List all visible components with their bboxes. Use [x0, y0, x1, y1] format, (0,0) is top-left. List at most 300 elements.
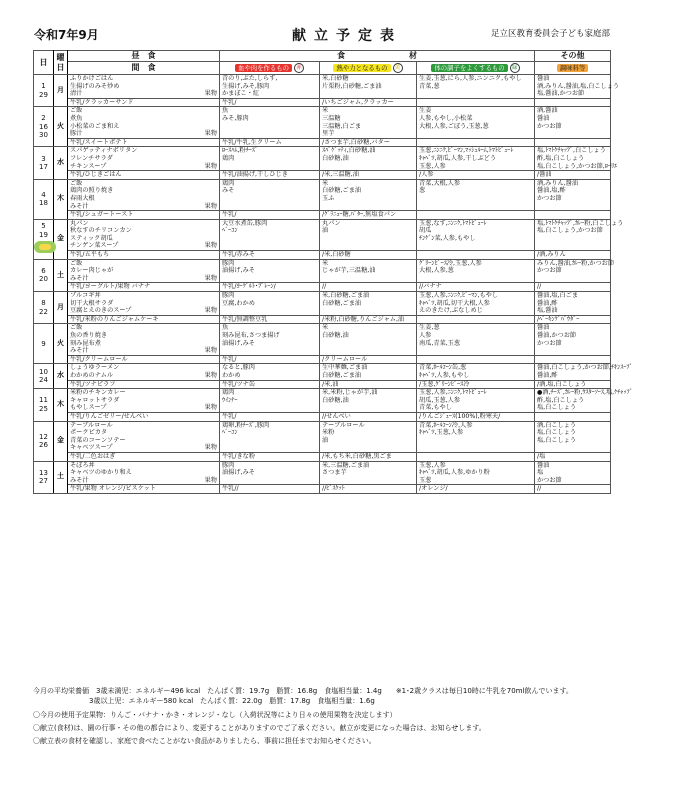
ingredient-line: 醤油,酢 [537, 299, 558, 307]
day-cell: 11 25 [34, 389, 54, 421]
day-cell: 12 26 [34, 421, 54, 461]
ingredient-line: 生姜,玉葱,にら,人参,ニンニク,もやし [419, 75, 522, 82]
lunch-cell [68, 292, 220, 316]
menu-row [34, 364, 611, 380]
nutrition-under3: 3歳未満児：エネルギー496 kcal たんぱく質：19.7g 脂質：16.8g 食塩相当量：1.4g [96, 687, 382, 695]
menu-row [34, 75, 611, 99]
lunch-cell [68, 364, 220, 380]
dish-name: スパゲッティナポリタン [70, 147, 138, 155]
dish [70, 469, 217, 477]
col-ingredients: 食 材 [220, 51, 535, 62]
red-ingredients [220, 179, 320, 210]
green-ingredients [417, 324, 535, 355]
day-cell: 8 22 [34, 292, 54, 324]
dish [70, 147, 217, 155]
cat-yellow [320, 62, 417, 75]
cat-seasoning [535, 62, 611, 75]
dish [70, 347, 217, 355]
ingredient-line: 酒,白こしょう [537, 421, 577, 429]
cat-yellow-badge: 黄 [393, 63, 403, 73]
weekday-cell: 土 [54, 259, 68, 291]
mascot-icon [34, 241, 56, 253]
dish-fruit: 果物 [204, 476, 217, 484]
yellow-ingredients [320, 364, 417, 380]
cat-green-label: 体の調子をよくするもの [431, 64, 507, 72]
ingredient-line: 青菜,もやし [419, 404, 452, 412]
red-ingredients [220, 147, 320, 171]
ingredient-line: 醤油,白こしょう,かつお節,ﾁｷﾝｽｰﾌﾟ [537, 364, 633, 372]
lunch-cell [68, 179, 220, 210]
seasoning-ingredients [535, 75, 620, 99]
snack-row [34, 98, 611, 107]
ingredient-line: 鶏肉 [222, 179, 235, 187]
ingredient-line: 醤油,かつお節 [537, 332, 577, 339]
subheader-row [34, 62, 611, 75]
ingredient-line: 玉葱,人参,ﾆﾝﾆｸ,ﾄﾏﾄﾋﾟｭｰﾚ [419, 389, 487, 397]
day-cell: 6 20 [34, 259, 54, 291]
menu-row [34, 324, 611, 355]
green-ingredients [417, 75, 535, 99]
dish-name: プルコギ丼 [70, 292, 101, 300]
ingredient-line: 塩 [537, 469, 544, 477]
dish-name: 米粉のチキンカレー [70, 389, 126, 397]
dish-name: ご飯 [70, 324, 83, 332]
dish [70, 155, 217, 163]
snack-cell: 牛乳/ツナピラフ [68, 380, 220, 389]
snack-row [34, 355, 611, 364]
green-ingredients [417, 421, 535, 452]
ingredient-line: なると,豚肉 [222, 364, 255, 372]
snack-row [34, 138, 611, 147]
dish-fruit: 果物 [204, 130, 217, 138]
seasoning-snack: /塩 [535, 452, 611, 461]
ingredient-line: 白砂糖,油 [322, 154, 349, 162]
weekday-cell: 月 [54, 75, 68, 107]
header-row [34, 51, 611, 62]
ingredient-line: えのきたけ,ぶなしめじ [419, 307, 483, 315]
ingredient-line: 玉葱 [419, 476, 432, 484]
ingredient-line: 塩,白こしょう,かつお節 [537, 227, 603, 235]
lunch-cell [68, 389, 220, 413]
snack-cell: 牛乳/二色おはぎ [68, 452, 220, 461]
ingredient-line: 大根,人参,葱 [419, 267, 454, 275]
day-cell: 13 27 [34, 461, 54, 493]
ingredient-line: 白砂糖,ごま油 [322, 299, 362, 307]
dish-name: ご飯 [70, 107, 83, 115]
lunch-cell [68, 147, 220, 171]
dish-name: ご飯 [70, 179, 83, 187]
dish-name: 青菜のコーンソテー [70, 436, 126, 444]
dish-fruit: 果物 [204, 242, 217, 250]
ingredient-line: 酒,みりん,醤油,塩,白こしょう [537, 82, 620, 90]
ingredient-line: 醤油 [537, 114, 550, 122]
dish-name: 秋なすのチリコンカン [70, 227, 132, 235]
dish [70, 123, 217, 131]
dish-fruit: 果物 [204, 404, 217, 412]
ingredient-line: 青菜,葱 [419, 82, 440, 90]
ingredient-line: 油 [322, 436, 329, 444]
dish [70, 83, 217, 91]
seasoning-ingredients [535, 179, 611, 210]
red-snack: 牛乳/ [220, 211, 320, 220]
dish-name: 豆腐とえのきのスープ [70, 307, 132, 315]
col-lunch: 昼 食 [68, 51, 220, 62]
ingredient-line: 三温糖 [322, 114, 341, 122]
dish-name: しょうゆラーメン [70, 364, 120, 372]
snack-cell: 牛乳/シュガートースト [68, 211, 220, 220]
ingredient-line: ｷｬﾍﾞﾂ,胡瓜,切干大根,人参 [419, 299, 490, 307]
dish-name: スティック胡瓜 [70, 234, 113, 242]
snack-cell: 牛乳/ヨーグルト/果物 バナナ [68, 283, 220, 292]
ingredient-line: 米 [322, 259, 329, 267]
snack-row [34, 171, 611, 180]
menu-row [34, 421, 611, 452]
ingredient-line: ﾁﾝｹﾞﾝ菜,人参,もやし [419, 234, 476, 242]
ingredient-line: 醤油,塩,白ごま [537, 292, 579, 300]
ingredient-line: ●酒,ﾁｰｽﾞ,ｶﾚｰ粉,ｳｽﾀｰｿｰｽ,塩,ｹﾁｬｯﾌﾟ [537, 389, 633, 397]
dish-name: 春雨大根 [70, 194, 95, 202]
ingredient-line: みりん,醤油,ｶﾚｰ粉,かつお節 [537, 259, 615, 267]
ingredient-line: かつお節 [537, 476, 562, 484]
ingredient-line: 鶏卵,粉ﾁｰｽﾞ,豚肉 [222, 421, 270, 429]
ingredient-line: 酒,みりん,醤油 [537, 179, 579, 187]
dish-name: みそ汁 [70, 476, 89, 484]
yellow-snack: /ｸﾞﾗﾆｭｰ糖,ﾊﾞﾀｰ,無塩食パン [320, 211, 417, 220]
yellow-snack: /米,もち米,白砂糖,黒ごま [320, 452, 417, 461]
ingredient-line: 塩,ﾄﾏﾄｹﾁｬｯﾌﾟ,白こしょう [537, 147, 606, 155]
dish-name: わかめのナムル [70, 371, 114, 379]
ingredient-line: ｷｬﾍﾞﾂ,胡瓜,人参,干しぶどう [419, 154, 497, 162]
col-weekday: 曜 日 [54, 51, 68, 75]
green-ingredients [417, 461, 535, 485]
seasoning-ingredients [535, 107, 611, 138]
page-header [34, 26, 610, 44]
seasoning-snack [535, 138, 611, 147]
menu-row [34, 107, 611, 138]
dish-name: テーブルロール [70, 421, 113, 429]
day-cell: 2 16 30 [34, 107, 54, 147]
ingredient-line: 米粉 [322, 429, 335, 437]
ingredient-line: 刻み昆布,さつま揚げ [222, 332, 280, 339]
nutrition-avg [33, 687, 623, 696]
dish-fruit: 果物 [204, 90, 217, 98]
ingredient-line: 醤油 [537, 75, 550, 82]
dish-name: キャロットサラダ [70, 396, 120, 404]
ingredient-line: かつお節 [537, 194, 562, 202]
red-snack: 牛乳/ツナ缶 [220, 380, 320, 389]
ingredient-line: 玉ふ [322, 194, 335, 202]
seasoning-ingredients [535, 292, 611, 316]
yellow-snack: /米,油 [320, 380, 417, 389]
weekday-cell: 土 [54, 461, 68, 493]
red-ingredients [220, 259, 320, 283]
ingredient-line: 酒,醤油 [537, 107, 558, 115]
weekday-cell: 月 [54, 292, 68, 324]
dish-name: みそ汁 [70, 202, 89, 210]
red-snack: 牛乳/ [220, 355, 320, 364]
ingredient-line: ｷｬﾍﾞﾂ,玉葱,人参 [419, 429, 464, 437]
snack-row [34, 452, 611, 461]
green-snack: /玉葱,ｸﾞﾘｰﾝﾋﾟｰｽ冷 [417, 380, 535, 389]
ingredient-line: 塩,ﾄﾏﾄｹﾁｬｯﾌﾟ,ｶﾚｰ粉,白こしょう [537, 219, 624, 227]
col-other: その他 [535, 51, 611, 62]
ingredient-line: 塩,醤油,かつお節 [537, 90, 585, 98]
lunch-cell [68, 107, 220, 138]
yellow-ingredients [320, 219, 417, 250]
red-ingredients [220, 219, 320, 250]
dish [70, 462, 217, 470]
menu-row [34, 179, 611, 210]
dish [70, 203, 217, 211]
dish-name: 清汁 [70, 90, 83, 98]
menu-row [34, 147, 611, 171]
red-ingredients [220, 75, 320, 99]
yellow-ingredients [320, 389, 417, 413]
ingredient-line: かつお節 [537, 122, 562, 130]
yellow-snack: //せんべい [320, 412, 417, 421]
green-snack: /人参 [417, 171, 535, 180]
ingredient-line: ｳｲﾝﾅｰ [222, 396, 238, 404]
weekday-cell: 火 [54, 324, 68, 364]
month-label: 令和7年9月 [34, 28, 99, 42]
ingredient-line: 鶏肉 [222, 389, 235, 397]
dish [70, 340, 217, 348]
seasoning-snack: /醤油 [535, 171, 611, 180]
red-snack: 牛乳/ﾖｰｸﾞﾙﾄ･ﾌﾟﾚｰﾝ/ [220, 283, 320, 292]
ingredient-line: 人参 [419, 332, 432, 339]
ingredient-line: ﾛｰｽﾊﾑ,粉ﾁｰｽﾞ [222, 147, 258, 155]
fruit-note: 〇今月の使用予定果物：りんご・バナナ・かき・オレンジ・なし（入荷状況等により日々の使用果物を決定します） [33, 711, 397, 719]
dish [70, 422, 217, 430]
ingredient-line: 南瓜,青菜,玉葱 [419, 339, 461, 347]
dish-name: ご飯 [70, 259, 83, 267]
ingredient-line: 米 [322, 179, 329, 187]
green-snack: /りんごｼﾞｭｰｽ(100%),粉寒天/ [417, 412, 535, 421]
ingredient-line: 人参,もやし,小松菜 [419, 114, 473, 122]
red-ingredients [220, 364, 320, 380]
seasoning-ingredients [535, 389, 633, 413]
red-ingredients [220, 292, 320, 316]
ingredient-line: 豚肉 [222, 259, 235, 267]
dish [70, 267, 217, 275]
red-snack: 牛乳/赤みそ [220, 251, 320, 260]
dish-name: 煮魚 [70, 114, 83, 122]
cat-red-badge: 赤 [294, 63, 304, 73]
dish [70, 307, 217, 315]
dish [70, 397, 217, 405]
ingredient-line: 米 [322, 324, 329, 332]
dish [70, 324, 217, 332]
dish-name: チンゲン菜スープ [70, 242, 119, 250]
red-ingredients [220, 107, 320, 138]
weekday-cell: 金 [54, 219, 68, 259]
ingredient-line: 塩,白こしょう [537, 404, 577, 412]
ingredient-line: 米 [322, 107, 329, 115]
lunch-cell [68, 421, 220, 452]
seasoning-snack: /ﾍﾞｰｷﾝｸﾞﾊﾟｳﾀﾞｰ [535, 315, 611, 324]
ingredient-line: 大根,人参,ごぼう,玉葱,葱 [419, 122, 489, 130]
dish-name: ふりかけごはん [70, 75, 114, 82]
ingredient-line: かつお節 [537, 267, 562, 275]
ingredient-line: 米,白砂糖 [322, 75, 349, 82]
ingredient-line: 油 [322, 227, 329, 235]
dish-name: 生揚げのみそ炒め [70, 82, 120, 90]
dish [70, 227, 217, 235]
dish-name: キャベツのゆかり和え [70, 469, 132, 477]
green-ingredients [417, 147, 535, 171]
ingredient-line: 醤油 [537, 324, 550, 332]
yellow-ingredients [320, 147, 417, 171]
red-snack: 牛乳/油揚げ,干しひじき [220, 171, 320, 180]
seasoning-snack [535, 412, 611, 421]
snack-cell: 牛乳/クラッカーサンド [68, 98, 220, 107]
ingredient-line: 鶏肉 [222, 154, 235, 162]
dish-fruit: 果物 [204, 444, 217, 452]
dish-name: フレンチサラダ [70, 154, 113, 162]
red-snack: 牛乳// [220, 485, 320, 494]
dish-fruit: 果物 [204, 202, 217, 210]
ingredient-line: 塩,白こしょう,かつお節,ﾛｰﾘｴ [537, 162, 618, 170]
yellow-ingredients [320, 421, 417, 452]
red-snack: 牛乳/ [220, 98, 320, 107]
snack-row [34, 485, 611, 494]
lunch-cell [68, 219, 220, 250]
ingredient-line: 油揚げ,みそ [222, 339, 255, 347]
ingredient-line: ﾍﾞｰｺﾝ [222, 429, 238, 437]
ingredient-line: みそ,豚肉 [222, 114, 249, 122]
menu-row [34, 292, 611, 316]
yellow-ingredients [320, 259, 417, 283]
menu-row [34, 389, 611, 413]
green-ingredients [417, 259, 535, 283]
lunch-cell [68, 324, 220, 355]
snack-cell: 牛乳/米粉のりんごジャムケーキ [68, 315, 220, 324]
dish [70, 437, 217, 445]
ingredient-line: 胡瓜,玉葱,人参 [419, 396, 461, 404]
ingredient-line: 玉葱,人参 [419, 162, 446, 170]
page-title: 献立予定表 [292, 28, 402, 44]
red-ingredients [220, 324, 320, 355]
seasoning-snack: // [535, 485, 611, 494]
green-ingredients [417, 389, 535, 413]
dish [70, 332, 217, 340]
ingredient-line: 白砂糖,ごま油 [322, 371, 362, 379]
dish [70, 429, 217, 437]
seasoning-snack: /酒,塩,白こしょう [535, 380, 611, 389]
green-snack [417, 138, 535, 147]
ingredient-line: 青のり,ぶた,しらす, [222, 75, 278, 82]
ingredient-line: 玉葱,人参 [419, 461, 446, 469]
dish [70, 275, 217, 283]
dish [70, 444, 217, 452]
green-snack [417, 355, 535, 364]
lunch-cell [68, 461, 220, 485]
yellow-snack: /さつま芋,白砂糖,バター [320, 138, 417, 147]
seasoning-snack [535, 98, 611, 107]
ingredient-line: 醤油,塩,酢 [537, 187, 566, 195]
menu-row [34, 259, 611, 283]
green-snack [417, 251, 535, 260]
ingredient-line: 青菜,ﾎｰﾙｺｰﾝ冷,人参 [419, 421, 473, 429]
ingredient-line: 醤油,酢 [537, 371, 558, 379]
snack-row [34, 211, 611, 220]
dish-name: 小松菜のごま和え [70, 122, 120, 130]
snack-cell: 牛乳/五平もち [68, 251, 220, 260]
weekday-cell: 木 [54, 179, 68, 219]
snack-row [34, 412, 611, 421]
weekday-cell: 火 [54, 107, 68, 147]
red-snack: 牛乳/無調整豆乳 [220, 315, 320, 324]
change-note: 〇献立(食材)は、園の行事・その他の都合により、変更することがありますのでご了承ください。献立が変更になった場合は、お知らせします。 [33, 724, 486, 732]
yellow-snack: /米粉,白砂糖,りんごジャム,油 [320, 315, 417, 324]
ingredient-line: 米,三温糖,ごま油 [322, 461, 370, 469]
ingredient-line: ﾍﾞｰｺﾝ [222, 227, 238, 235]
ingredient-line: 生揚げ,みそ,豚肉 [222, 82, 270, 90]
dish-name: もやしスープ [70, 404, 107, 412]
cat-green [417, 62, 535, 75]
ingredient-line: かつお節 [537, 339, 562, 347]
yellow-ingredients [320, 75, 417, 99]
cat-yellow-label: 熱や力となるもの [333, 64, 390, 72]
ingredient-line: 米,白砂糖,ごま油 [322, 292, 370, 300]
snack-row [34, 315, 611, 324]
seasoning-ingredients [535, 219, 624, 250]
dish [70, 115, 217, 123]
day-cell: 9 [34, 324, 54, 364]
ingredient-line: 米,米粉,じゃが芋,油 [322, 389, 378, 397]
seasoning-ingredients [535, 421, 611, 452]
dish-name: 丸パン [70, 219, 89, 227]
ingredient-line: 里芋 [322, 130, 335, 138]
ingredient-line: 片栗粉,白砂糖,ごま油 [322, 82, 382, 90]
menu-table [33, 50, 633, 494]
dish-fruit: 果物 [204, 347, 217, 355]
yellow-snack: // [320, 283, 417, 292]
dish [70, 372, 217, 380]
weekday-cell: 水 [54, 147, 68, 179]
dish-name: みそ汁 [70, 347, 89, 355]
ingredient-line: 玉葱,なす,ﾆﾝﾆｸ,ﾄﾏﾄﾋﾟｭｰﾚ [419, 219, 487, 227]
green-snack [417, 315, 535, 324]
dish [70, 75, 217, 83]
ingredient-line: 白砂糖,ごま油 [322, 187, 362, 195]
snack-cell: 牛乳/ひじきごはん [68, 171, 220, 180]
nutrition-avg-title: 今月の平均栄養価 [33, 687, 89, 695]
dish-fruit: 果物 [204, 162, 217, 170]
ingredient-line: 醤油 [537, 461, 550, 469]
cat-red [220, 62, 320, 75]
snack-cell: 牛乳/果物 オレンジ/ビスケット [68, 485, 220, 494]
ingredient-line: 白砂糖,油 [322, 332, 349, 339]
ingredient-line: みそ [222, 187, 235, 195]
dish-name: キャベツスープ [70, 444, 113, 452]
red-ingredients [220, 389, 320, 413]
seasoning-snack [535, 211, 611, 220]
ingredient-line: 塩,白こしょう [537, 436, 577, 444]
dish [70, 130, 217, 138]
dish [70, 163, 217, 171]
green-ingredients [417, 179, 535, 210]
green-ingredients [417, 107, 535, 138]
dish [70, 477, 217, 485]
ingredient-line: 青菜,ﾎｰﾙｺｰﾝ缶,葱 [419, 364, 467, 372]
green-snack [417, 452, 535, 461]
red-ingredients [220, 421, 320, 452]
ingredient-line: 白砂糖,油 [322, 396, 349, 404]
ingredient-line: 豆腐,わかめ [222, 299, 255, 307]
dish-name: カレー肉じゃが [70, 267, 114, 275]
dish-name: ポークピカタ [70, 429, 108, 437]
